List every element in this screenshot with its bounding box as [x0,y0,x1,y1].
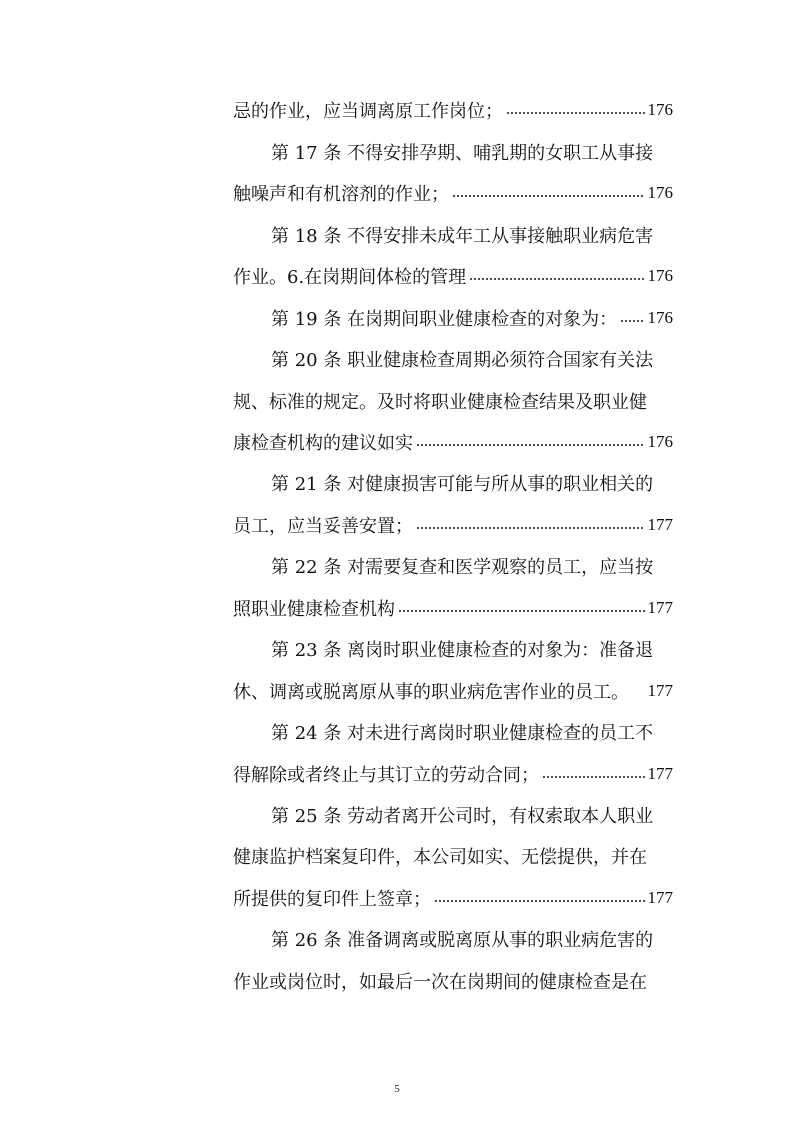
dot-leader [620,318,644,324]
toc-entry-heading[interactable] [271,550,673,582]
toc-entry-text: 第 24 条 对未进行离岗时职业健康检查的员工不 [271,723,654,744]
toc-entry[interactable] [233,177,673,209]
toc-page-number: 177 [647,598,673,617]
toc-page-number: 177 [647,515,673,534]
toc-entry-text: 得解除或者终止与其订立的劳动合同； [233,765,539,786]
toc-page-number: 177 [647,764,673,783]
toc-entry-heading[interactable] [271,219,673,251]
toc-entry[interactable] [233,882,673,914]
toc-entry-heading[interactable] [271,467,673,499]
dot-leader [542,774,645,780]
toc-entry-text: 作业或岗位时，如最后一次在岗期间的健康检查是在 [233,972,647,993]
toc-entry-text: 第 21 条 对健康损害可能与所从事的职业相关的 [271,474,654,495]
toc-page-number: 176 [647,100,673,119]
toc-entry-text: 第 19 条 在岗期间职业健康检查的对象为： [271,309,618,330]
toc-entry[interactable] [233,675,673,707]
dot-leader [452,193,645,199]
toc-entry-text: 第 17 条 不得安排孕期、哺乳期的女职工从事接 [271,143,654,164]
toc-entry-heading[interactable] [271,923,673,955]
toc-entry[interactable] [233,260,673,292]
dot-leader [398,608,645,614]
toc-entry[interactable] [271,302,673,334]
toc-page-number: 177 [647,888,673,907]
toc-entry[interactable] [233,94,673,126]
dot-leader [416,525,645,531]
toc-entry-text: 第 26 条 准备调离或脱离原从事的职业病危害的 [271,930,654,951]
dot-leader [434,898,645,904]
toc-entry[interactable] [233,509,673,541]
toc-page-number: 177 [647,681,673,700]
toc-entry-text: 照职业健康检查机构 [233,599,395,620]
toc-entry-text: 康检查机构的建议如实 [233,433,413,454]
dot-leader [469,276,644,282]
toc-entry-text: 忌的作业，应当调离原工作岗位； [233,101,503,122]
toc-entry-text: 休、调离或脱离原从事的职业病危害作业的员工。 [233,682,629,703]
toc-entry-text: 规、标准的规定。及时将职业健康检查结果及职业健 [233,392,647,413]
toc-entry-heading[interactable] [271,716,673,748]
dot-leader [506,110,645,116]
toc-page-number: 176 [647,308,673,327]
toc-entry[interactable] [233,592,673,624]
toc-entry-continuation[interactable] [233,840,673,872]
toc-entry-text: 所提供的复印件上签章； [233,889,431,910]
toc-page-number: 176 [647,183,673,202]
toc-entry-text: 健康监护档案复印件，本公司如实、无偿提供，并在 [233,847,647,868]
toc-page-number: 176 [647,432,673,451]
toc-entry-text: 第 25 条 劳动者离开公司时，有权索取本人职业 [271,806,654,827]
toc-entry-text: 第 23 条 离岗时职业健康检查的对象为：准备退 [271,640,654,661]
toc-entry-heading[interactable] [271,633,673,665]
toc-entry[interactable] [233,426,673,458]
toc-entry-continuation[interactable] [233,965,673,997]
toc-entry-text: 员工，应当妥善安置； [233,516,413,537]
dot-leader [416,442,645,448]
toc-entry-text: 第 22 条 对需要复查和医学观察的员工，应当按 [271,557,654,578]
toc-entry-heading[interactable] [271,799,673,831]
dot-leader [632,691,645,697]
toc-entry-text: 第 18 条 不得安排未成年工从事接触职业病危害 [271,226,654,247]
page-number: 5 [394,1083,400,1095]
toc-entry-text: 第 20 条 职业健康检查周期必须符合国家有关法 [271,350,654,371]
toc-entry-heading[interactable] [271,343,673,375]
toc-page-number: 176 [647,266,673,285]
toc-entry-text: 触噪声和有机溶剂的作业； [233,184,449,205]
toc-entry-continuation[interactable] [233,385,673,417]
toc-entry-heading[interactable] [271,136,673,168]
toc-entry[interactable] [233,758,673,790]
toc-entry-text: 作业。6.在岗期间体检的管理 [233,267,467,288]
